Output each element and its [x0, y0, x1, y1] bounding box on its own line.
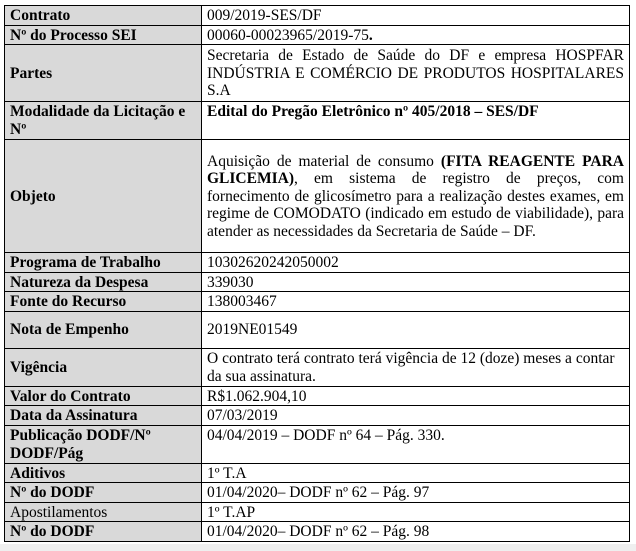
- value-valor: R$1.062.904,10: [202, 386, 630, 406]
- value-apostilamentos: 1º T.AP: [202, 502, 630, 522]
- label-fonte: Fonte do Recurso: [5, 292, 202, 312]
- value-vigencia: O contrato terá contrato terá vigência de 12 (doze) meses a contar da sua assinatura.: [202, 348, 630, 386]
- value-modalidade: Edital do Pregão Eletrônico nº 405/2018 – SES/DF: [202, 102, 630, 140]
- label-empenho: Nota de Empenho: [5, 311, 202, 348]
- table-row-contrato: [5, 6, 630, 26]
- value-dodf-apostilamento: 01/04/2020– DODF nº 62 – Pág. 98: [202, 522, 630, 542]
- label-processo-sei: Nº do Processo SEI: [5, 25, 202, 45]
- value-partes: Secretaria de Estado de Saúde do DF e empresa HOSPFAR INDÚSTRIA E COMÉRCIO DE PRODUTOS HOSPITALARES S.A: [202, 45, 630, 102]
- label-publicacao: Publicação DODF/Nº DODF/Pág: [5, 425, 202, 463]
- objeto-text-end: , em sistema de registro de preços, com fornecimento de glicosímetro para a realização destes exames, em regime de COMODATO (indicado em estudo de viabilidade), para atender as necessidades da Secretaria de Saúde – DF.: [207, 170, 624, 240]
- table-row-dodf-apostilamento: [5, 522, 630, 542]
- value-contrato: 009/2019-SES/DF: [202, 6, 630, 26]
- processo-sei-suffix: .: [368, 26, 373, 44]
- table-row-dodf-aditivo: [5, 483, 630, 503]
- label-apostilamentos: Apostilamentos: [5, 502, 202, 522]
- value-data-assinatura: 07/03/2019: [202, 406, 630, 426]
- value-programa: 10302620242050002: [202, 253, 630, 273]
- processo-sei-number: 00060-00023965/2019-75: [207, 26, 369, 44]
- table-row-objeto: [5, 140, 630, 253]
- value-processo-sei: [202, 25, 630, 45]
- table-row-natureza: [5, 272, 630, 292]
- value-fonte: 138003467: [202, 292, 630, 312]
- value-publicacao: 04/04/2019 – DODF nº 64 – Pág. 330.: [202, 425, 630, 463]
- table-row-programa: [5, 253, 630, 273]
- table-row-aditivos: [5, 463, 630, 483]
- table-row-publicacao: [5, 425, 630, 463]
- label-contrato: Contrato: [5, 6, 202, 26]
- label-modalidade: Modalidade da Licitação e Nº: [5, 102, 202, 140]
- label-natureza: Natureza da Despesa: [5, 272, 202, 292]
- label-data-assinatura: Data da Assinatura: [5, 406, 202, 426]
- table-row-valor: [5, 386, 630, 406]
- label-dodf-aditivo: Nº do DODF: [5, 483, 202, 503]
- table-row-modalidade: [5, 102, 630, 140]
- contract-table: [4, 5, 630, 542]
- table-row-empenho: [5, 311, 630, 348]
- label-vigencia: Vigência: [5, 348, 202, 386]
- table-row-data-assinatura: [5, 406, 630, 426]
- value-empenho: 2019NE01549: [202, 311, 630, 348]
- table-row-vigencia: [5, 348, 630, 386]
- table-row-fonte: [5, 292, 630, 312]
- label-valor: Valor do Contrato: [5, 386, 202, 406]
- label-programa: Programa de Trabalho: [5, 253, 202, 273]
- table-row-processo-sei: [5, 25, 630, 45]
- label-dodf-apostilamento: Nº do DODF: [5, 522, 202, 542]
- value-natureza: 339030: [202, 272, 630, 292]
- label-objeto: Objeto: [5, 140, 202, 253]
- table-row-partes: [5, 45, 630, 102]
- bottom-page-strip: [0, 544, 636, 551]
- table-row-apostilamentos: [5, 502, 630, 522]
- value-aditivos: 1º T.A: [202, 463, 630, 483]
- label-partes: Partes: [5, 45, 202, 102]
- objeto-text-bold: (FITA REAGENTE PARA GLICEMIA): [207, 152, 625, 188]
- value-objeto: [202, 140, 630, 253]
- value-dodf-aditivo: 01/04/2020– DODF nº 62 – Pág. 97: [202, 483, 630, 503]
- contract-summary-sheet: [4, 5, 630, 542]
- label-aditivos: Aditivos: [5, 463, 202, 483]
- objeto-text-start: Aquisição de material de consumo: [207, 152, 441, 170]
